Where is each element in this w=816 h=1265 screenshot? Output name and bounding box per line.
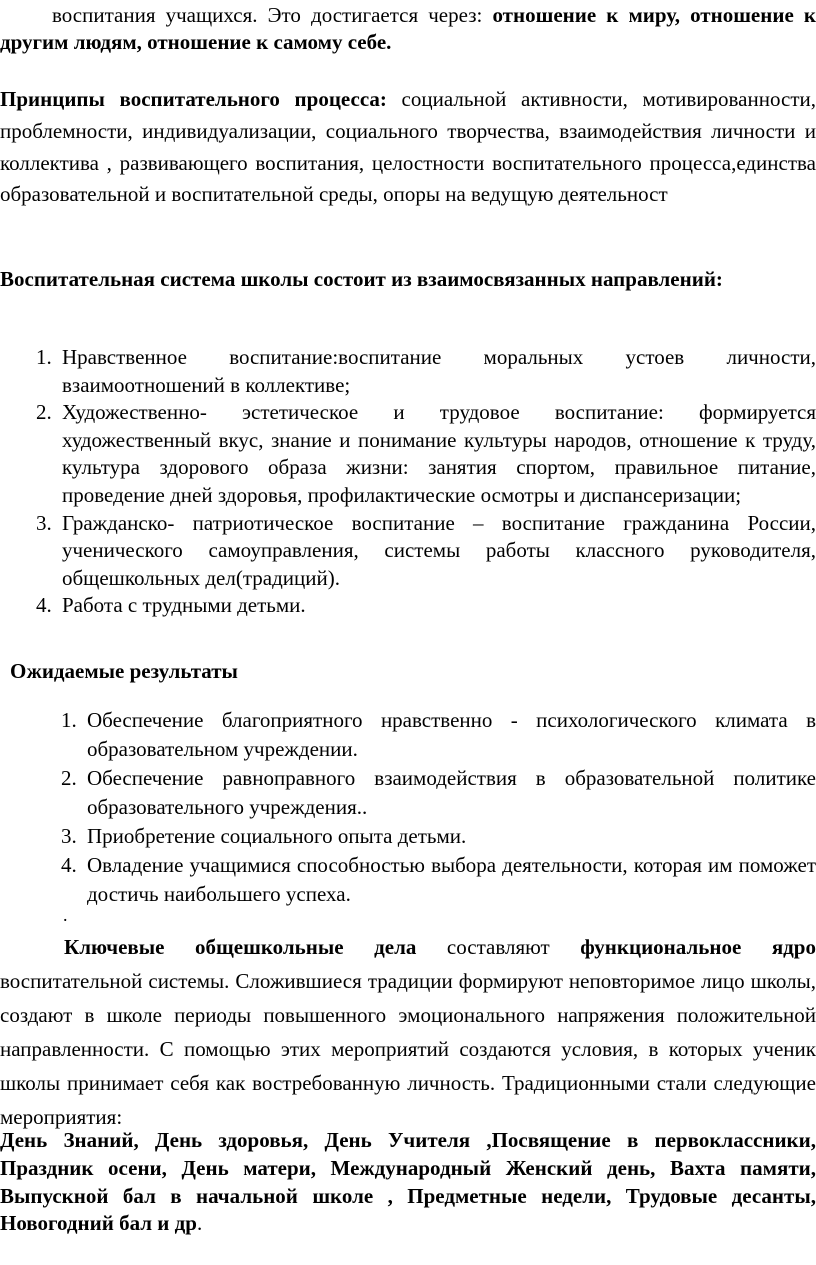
key-events-text-1: составляют xyxy=(416,935,581,959)
intro-text: воспитания учащихся. Это достигается через: xyxy=(52,3,493,27)
list-item-text: Художественно- эстетическое и трудовое воспитание: формируется художественный вкус, знание и понимание культуры народов, отношение к труду, культура здорового образа жизни: занятия спортом, правильное питание, проведение дней здоровья, профилактические осмотры и диспансеризации; xyxy=(62,400,816,507)
list-item-text: Работа с трудными детьми. xyxy=(62,593,306,618)
list-item xyxy=(61,851,816,909)
system-directions-list xyxy=(36,344,816,620)
key-events-bold-2: функциональное ядро xyxy=(580,935,816,959)
list-item-text: Гражданско- патриотическое воспитание – воспитание гражданина России, ученического самоуправления, системы работы классного руководителя, общешкольных дел(традиций). xyxy=(62,510,816,590)
principles-heading: Принципы воспитательного процесса: xyxy=(0,87,387,111)
key-events-text-2: воспитательной системы. Сложившиеся традиции формируют неповторимое лицо школы, создают в школе периоды повышенного эмоционального напряжения положительной направленности. С помощью этих мероприятий создаются условия, в которых ученик школы принимает себя как востребованную личность. Традиционными стали следующие мероприятия: xyxy=(0,969,816,1129)
list-item-number: 2. xyxy=(36,400,52,425)
events-list-text: День Знаний, День здоровья, День Учителя ,Посвящение в первоклассники, Праздник осени, День матери, Международный Женский день, Вахта памяти, Выпускной бал в начальной школе , Предметные недели, Трудовые десанты, Новогодний бал и др xyxy=(0,1128,816,1236)
list-item-number: 4. xyxy=(36,593,52,618)
list-item xyxy=(61,706,816,764)
principles-paragraph xyxy=(0,84,816,211)
key-events-bold-1: Ключевые общешкольные дела xyxy=(64,935,417,959)
list-item-text: Овладение учащимися способностью выбора деятельности, которая им поможет достичь наибольшего успеха. xyxy=(87,853,816,906)
list-item-number: 4. xyxy=(61,853,77,877)
list-item xyxy=(36,399,816,509)
key-events-paragraph xyxy=(0,930,816,1134)
list-item xyxy=(36,592,816,620)
list-item xyxy=(61,822,816,851)
list-item-number: 2. xyxy=(61,766,77,790)
list-item-text: Обеспечение равноправного взаимодействия в образовательной политике образовательного учреждения.. xyxy=(87,766,816,819)
results-heading: Ожидаемые результаты xyxy=(10,659,238,683)
list-item-number: 1. xyxy=(61,708,77,732)
events-list-end: . xyxy=(196,1211,203,1236)
principles-text: социальной активности, мотивированности, проблемности, индивидуализации, социального творчества, взаимодействия личности и коллектива , развивающего воспитания, целостности воспитательного процесса,единства образовательной и воспитательной среды, опоры на ведущую деятельност xyxy=(0,87,816,207)
list-item xyxy=(61,764,816,822)
list-item xyxy=(36,344,816,399)
list-item-text: Нравственное воспитание:воспитание моральных устоев личности, взаимоотношений в коллективе; xyxy=(62,345,816,397)
stray-dot: . xyxy=(63,905,68,925)
list-item-text: Обеспечение благоприятного нравственно - психологического климата в образовательном учреждении. xyxy=(87,708,816,761)
list-item-number: 1. xyxy=(36,345,52,369)
list-item-text: Приобретение социального опыта детьми. xyxy=(87,824,467,848)
events-list-paragraph xyxy=(0,1127,816,1238)
intro-paragraph xyxy=(0,2,816,56)
list-item xyxy=(36,510,816,593)
system-heading: Воспитательная система школы состоит из взаимосвязанных направлений: xyxy=(0,267,723,291)
list-item-number: 3. xyxy=(61,824,77,848)
expected-results-list xyxy=(61,706,816,909)
list-item-number: 3. xyxy=(36,510,52,535)
intro-bold-text: отношение к миру, отношение к другим людям, отношение к самому себе. xyxy=(0,3,816,54)
